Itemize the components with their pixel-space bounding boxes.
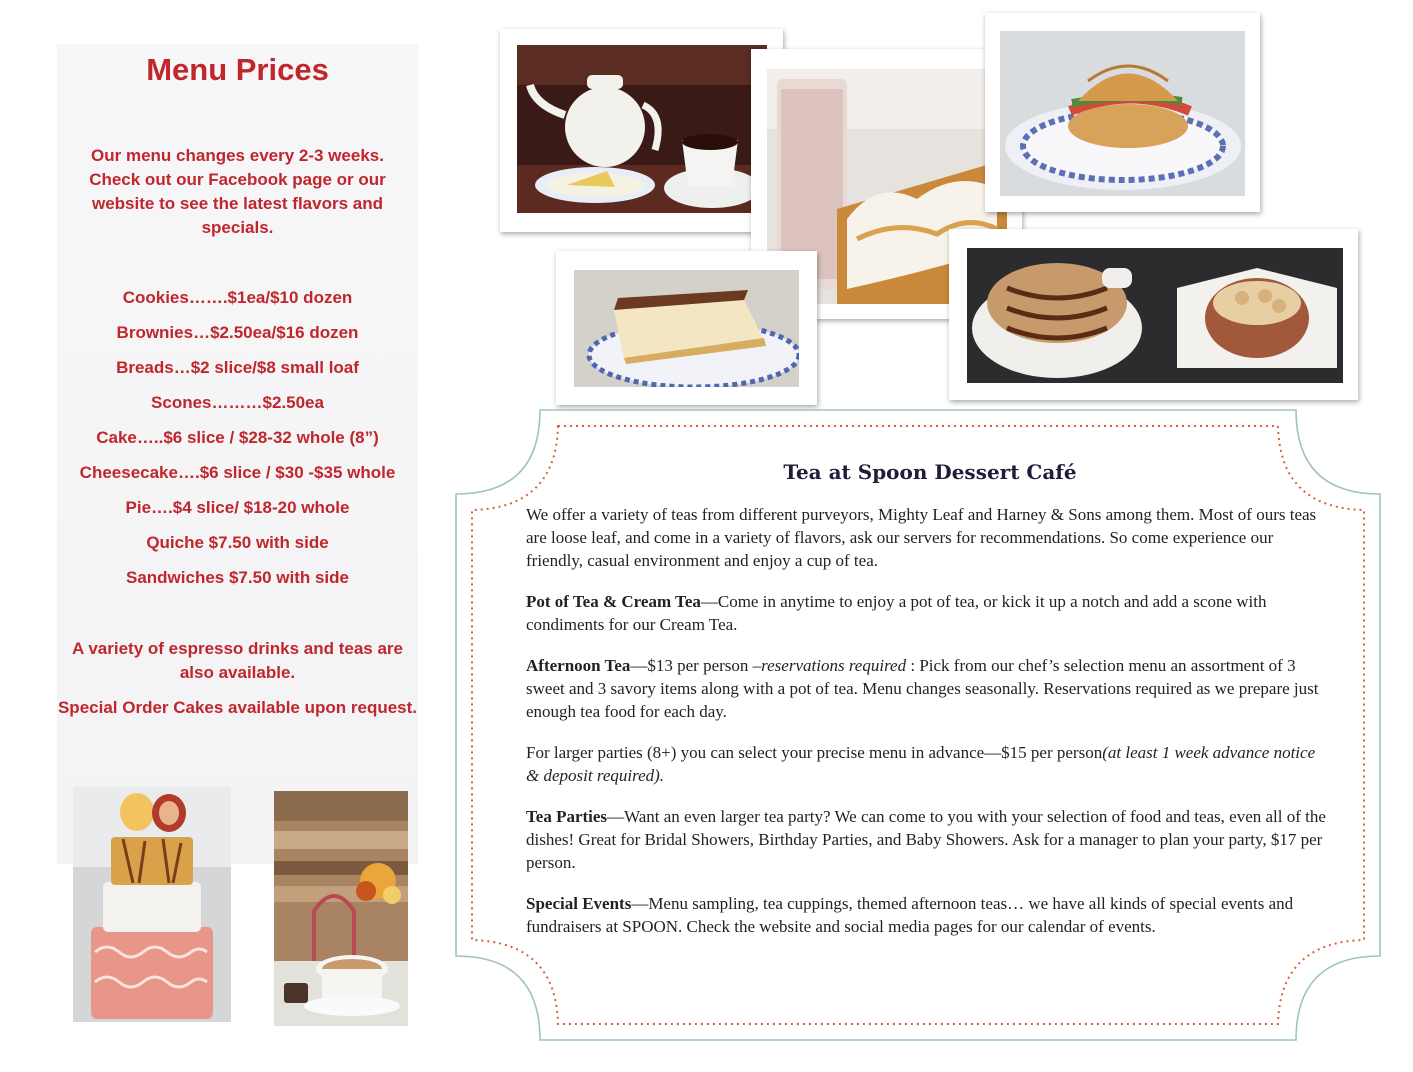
tea-section-body	[526, 503, 1326, 956]
afternoon-tea-reservation: reservations required	[761, 656, 907, 675]
price-list	[57, 286, 418, 601]
pot-of-tea-text: —Come in anytime to enjoy a pot of tea, or kick it up a notch and add a scone with condiments for our Cream Tea.	[526, 592, 1267, 634]
afternoon-tea-heading: Afternoon Tea	[526, 656, 631, 675]
teapot-photo	[517, 45, 767, 213]
larger-parties-note: (at least 1 week advance notice & deposit required).	[526, 743, 1316, 785]
tea-parties-paragraph	[526, 805, 1326, 874]
price-item-scones: Scones………$2.50ea	[151, 393, 324, 412]
larger-parties-text: For larger parties (8+) you can select your precise menu in advance—$15 per person	[526, 743, 1103, 762]
cheesecake-photo	[574, 270, 799, 387]
price-item-sandwiches: Sandwiches $7.50 with side	[126, 568, 349, 587]
tea-section-title: Tea at Spoon Dessert Café	[783, 460, 1077, 484]
sandwich-photo	[1000, 31, 1245, 196]
tea-parties-text: —Want an even larger tea party? We can come to you with your selection of food and teas, even all of the dishes! Great for Bridal Showers, Birthday Parties, and Baby Showers. Ask for a manager to plan your party, $17 per person.	[526, 807, 1326, 872]
special-events-paragraph	[526, 892, 1326, 938]
pot-of-tea-heading: Pot of Tea & Cream Tea	[526, 592, 701, 611]
layered-cake-photo	[73, 787, 231, 1022]
price-item-cookies: Cookies…….$1ea/$10 dozen	[122, 288, 353, 307]
price-item-cheesecake: Cheesecake….$6 slice / $30 -$35 whole	[79, 463, 396, 482]
price-item-cake: Cake…..$6 slice / $28-32 whole (8”)	[96, 428, 379, 447]
coffee-smores-photo-card	[949, 229, 1358, 400]
tea-parties-heading: Tea Parties	[526, 807, 608, 826]
tea-intro-paragraph: We offer a variety of teas from different purveyors, Mighty Leaf and Harney & Sons among them. Most of ours teas are loose leaf, and come in a variety of flavors, ask our servers for recommendations. So come experience our friendly, casual environment and enjoy a cup of tea.	[526, 505, 1317, 570]
cheesecake-photo-card	[556, 251, 817, 405]
menu-prices-title: Menu Prices	[146, 52, 329, 87]
sandwich-photo-card	[985, 13, 1260, 212]
special-events-heading: Special Events	[526, 894, 632, 913]
larger-parties-paragraph	[526, 741, 1326, 787]
price-item-breads: Breads…$2 slice/$8 small loaf	[116, 358, 359, 377]
special-cakes-note: Special Order Cakes available upon request.	[57, 698, 418, 717]
menu-intro-text: Our menu changes every 2-3 weeks. Check out our Facebook page or our website to see the latest flavors and specials.	[89, 146, 386, 237]
afternoon-tea-paragraph	[526, 654, 1326, 723]
pot-of-tea-paragraph	[526, 590, 1326, 636]
price-item-brownies: Brownies…$2.50ea/$16 dozen	[116, 323, 359, 342]
afternoon-tea-text: : Pick from our chef’s selection menu an assortment of 3 sweet and 3 savory items along with a pot of tea. Menu changes seasonally. Reservations required as we prepare just enough tea food for each day.	[526, 656, 1319, 721]
price-item-pie: Pie….$4 slice/ $18-20 whole	[125, 498, 350, 517]
espresso-note: A variety of espresso drinks and teas are also available.	[71, 639, 404, 682]
teapot-photo-card	[500, 29, 783, 232]
afternoon-tea-price: —$13 per person –	[630, 656, 762, 675]
coffee-smores-photo	[967, 248, 1343, 383]
cafe-latte-photo	[274, 791, 408, 1026]
price-item-quiche: Quiche $7.50 with side	[146, 533, 329, 552]
special-events-text: —Menu sampling, tea cuppings, themed afternoon teas… we have all kinds of special events and fundraisers at SPOON. Check the website and social media pages for our calendar of events.	[526, 894, 1294, 936]
